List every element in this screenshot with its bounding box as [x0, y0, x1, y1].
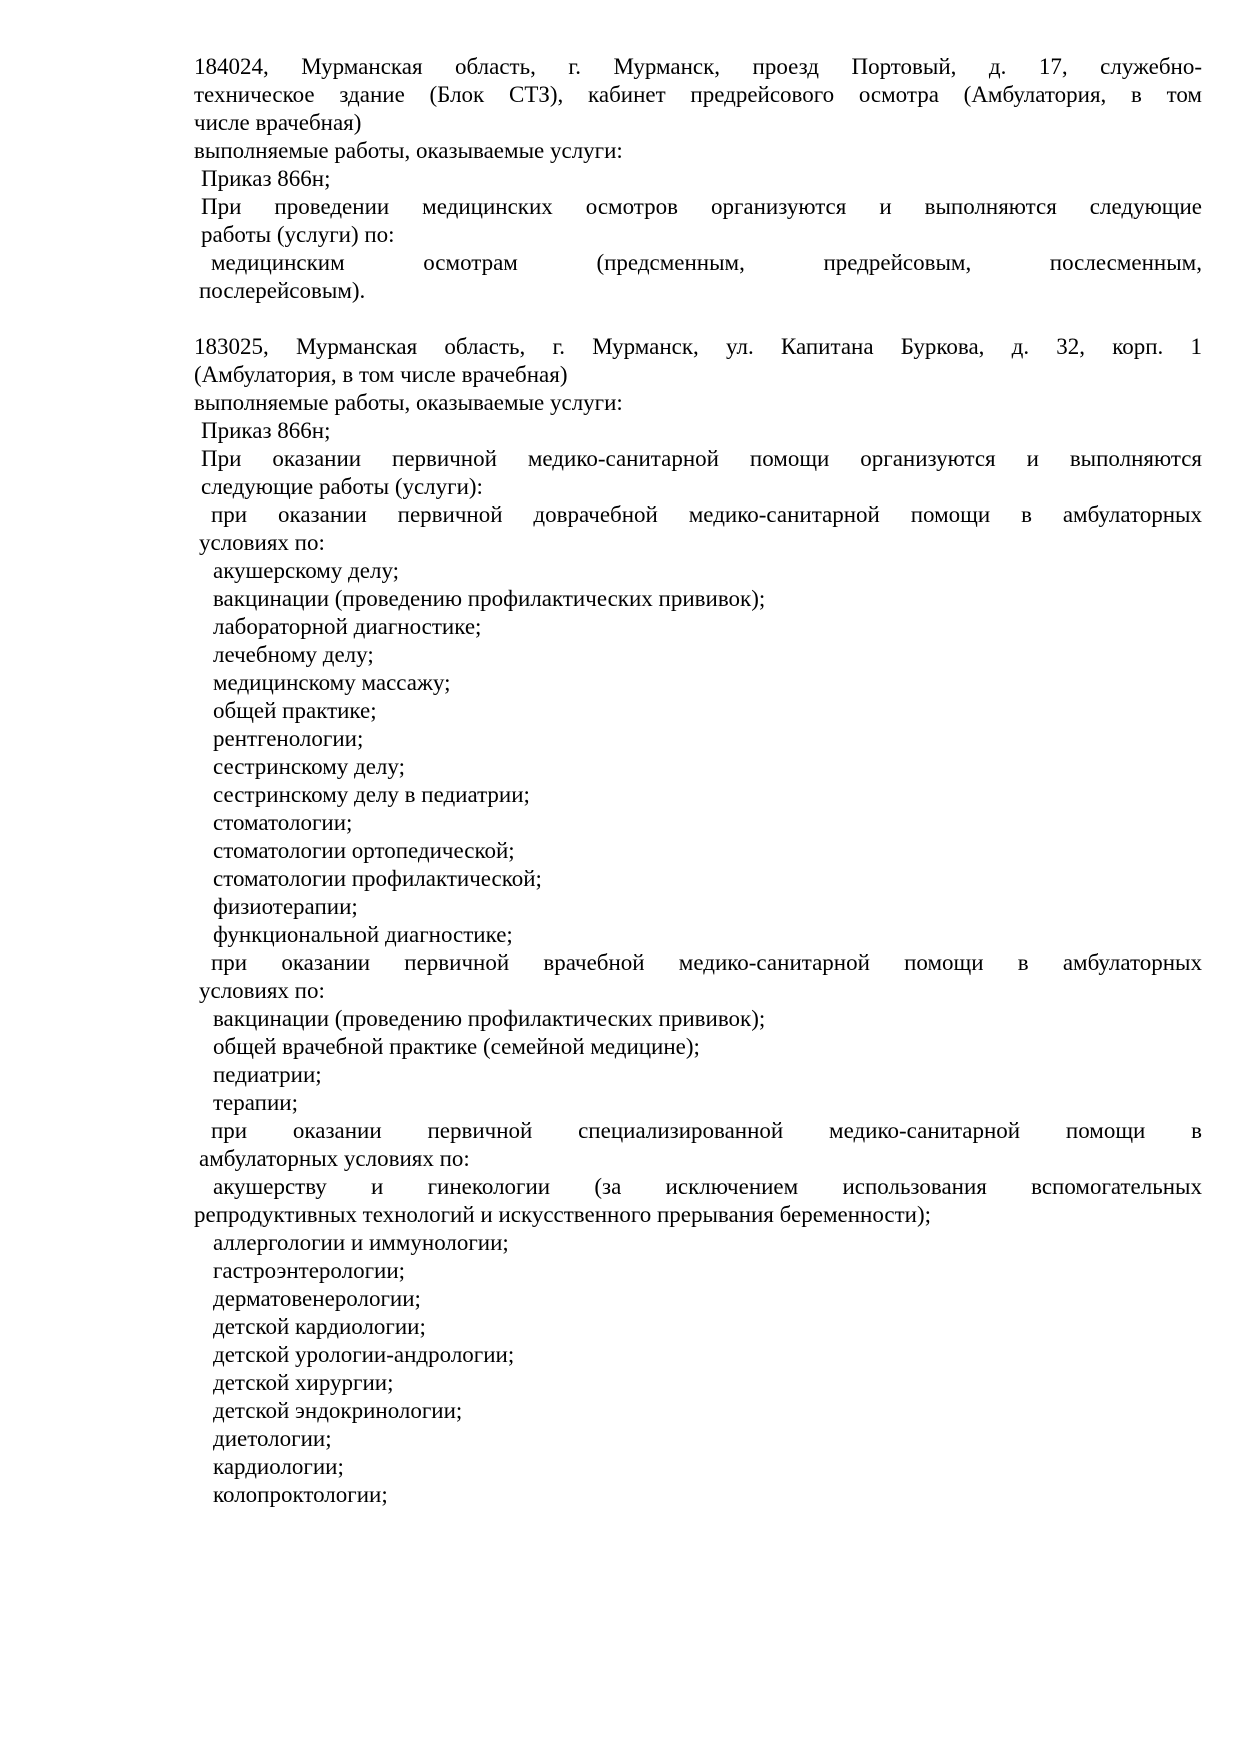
subsection-header-specializirovannaya-line: амбулаторных условиях по: [199, 1146, 470, 1171]
service-item [199, 249, 1202, 305]
service-item [194, 1341, 1202, 1369]
address-line: техническое здание (Блок СТЗ), кабинет предрейсового осмотра (Амбулатория, в том [194, 82, 1202, 107]
service-item [194, 1453, 1202, 1481]
subsection-header-dovrachebnaya-line: при оказании первичной доврачебной медико-санитарной помощи в амбулаторных [211, 502, 1202, 527]
service-item [194, 613, 1202, 641]
order-reference [201, 417, 1202, 445]
service-item-line: стоматологии ортопедической; [213, 838, 515, 863]
address [194, 53, 1202, 137]
service-item-line: кардиологии; [213, 1454, 344, 1479]
subsection-header-vrachebnaya-line: при оказании первичной врачебной медико-санитарной помощи в амбулаторных [211, 950, 1202, 975]
service-item [194, 781, 1202, 809]
works-intro [201, 445, 1202, 501]
service-item-line: терапии; [213, 1090, 298, 1115]
subsection-header-dovrachebnaya [199, 501, 1202, 557]
service-item [194, 585, 1202, 613]
service-item [194, 753, 1202, 781]
service-item-line: вакцинации (проведению профилактических прививок); [213, 586, 766, 611]
order-reference-line: Приказ 866н; [201, 166, 331, 191]
service-item-line: медицинским осмотрам (предсменным, предрейсовым, послесменным, [211, 250, 1202, 275]
service-item-line: акушерству и гинекологии (за исключением использования вспомогательных [213, 1174, 1202, 1199]
service-item [194, 1397, 1202, 1425]
address-line: числе врачебная) [194, 110, 362, 135]
service-item [194, 1313, 1202, 1341]
service-item-line: детской урологии-андрологии; [213, 1342, 515, 1367]
service-item-line: аллергологии и иммунологии; [213, 1230, 509, 1255]
service-item-line: медицинскому массажу; [213, 670, 451, 695]
address-line: (Амбулатория, в том числе врачебная) [194, 362, 568, 387]
license-location-block-184024 [194, 53, 1202, 305]
service-item-line: лабораторной диагностике; [213, 614, 482, 639]
service-item-line: колопроктологии; [213, 1482, 388, 1507]
service-item-line: лечебному делу; [213, 642, 374, 667]
service-item-line: репродуктивных технологий и искусственного прерывания беременности); [194, 1202, 932, 1227]
service-item-line: педиатрии; [213, 1062, 322, 1087]
works-header-line: выполняемые работы, оказываемые услуги: [194, 390, 623, 415]
subsection-header-vrachebnaya-line: условиях по: [199, 978, 325, 1003]
service-item [194, 1285, 1202, 1313]
service-item [194, 921, 1202, 949]
subsection-header-dovrachebnaya-line: условиях по: [199, 530, 325, 555]
service-item [194, 1005, 1202, 1033]
subsection-header-specializirovannaya [199, 1117, 1202, 1173]
service-item-line: общей практике; [213, 698, 377, 723]
service-item-line: послерейсовым). [199, 278, 366, 303]
service-item [194, 1481, 1202, 1509]
service-item [194, 1425, 1202, 1453]
service-item [194, 557, 1202, 585]
service-item-line: рентгенологии; [213, 726, 364, 751]
works-intro-line: При проведении медицинских осмотров организуются и выполняются следующие [201, 194, 1202, 219]
address-line: 184024, Мурманская область, г. Мурманск, проезд Портовый, д. 17, служебно- [194, 54, 1202, 79]
service-item-line: физиотерапии; [213, 894, 358, 919]
service-item [194, 1089, 1202, 1117]
service-item-line: сестринскому делу; [213, 754, 405, 779]
service-item [194, 669, 1202, 697]
license-location-block-183025 [194, 333, 1202, 1509]
service-item-line: дерматовенерологии; [213, 1286, 421, 1311]
service-item-line: детской эндокринологии; [213, 1398, 463, 1423]
service-item [194, 865, 1202, 893]
order-reference [201, 165, 1202, 193]
service-item [194, 893, 1202, 921]
service-item-line: вакцинации (проведению профилактических прививок); [213, 1006, 766, 1031]
address-line: 183025, Мурманская область, г. Мурманск, ул. Капитана Буркова, д. 32, корп. 1 [194, 334, 1202, 359]
works-header [194, 137, 1202, 165]
service-item [194, 1369, 1202, 1397]
works-header-line: выполняемые работы, оказываемые услуги: [194, 138, 623, 163]
service-item [194, 1229, 1202, 1257]
service-item-line: стоматологии; [213, 810, 353, 835]
service-item-line: стоматологии профилактической; [213, 866, 542, 891]
service-item [194, 1061, 1202, 1089]
service-item-line: акушерскому делу; [213, 558, 400, 583]
service-item-line: функциональной диагностике; [213, 922, 513, 947]
service-item-line: диетологии; [213, 1426, 332, 1451]
service-item-line: общей врачебной практике (семейной медицине); [213, 1034, 700, 1059]
service-item-line: сестринскому делу в педиатрии; [213, 782, 530, 807]
subsection-header-vrachebnaya [199, 949, 1202, 1005]
service-item-line: гастроэнтерологии; [213, 1258, 406, 1283]
service-item [194, 1033, 1202, 1061]
service-item [194, 837, 1202, 865]
works-intro-line: следующие работы (услуги): [201, 474, 483, 499]
service-item [194, 809, 1202, 837]
service-item [194, 1257, 1202, 1285]
service-item [194, 725, 1202, 753]
works-header [194, 389, 1202, 417]
service-item-line: детской кардиологии; [213, 1314, 426, 1339]
works-intro-line: работы (услуги) по: [201, 222, 395, 247]
order-reference-line: Приказ 866н; [201, 418, 331, 443]
service-item [194, 697, 1202, 725]
subsection-header-specializirovannaya-line: при оказании первичной специализированной медико-санитарной помощи в [211, 1118, 1202, 1143]
service-item-line: детской хирургии; [213, 1370, 394, 1395]
service-item [194, 641, 1202, 669]
works-intro [201, 193, 1202, 249]
works-intro-line: При оказании первичной медико-санитарной помощи организуются и выполняются [201, 446, 1202, 471]
address [194, 333, 1202, 389]
service-item [194, 1173, 1202, 1229]
